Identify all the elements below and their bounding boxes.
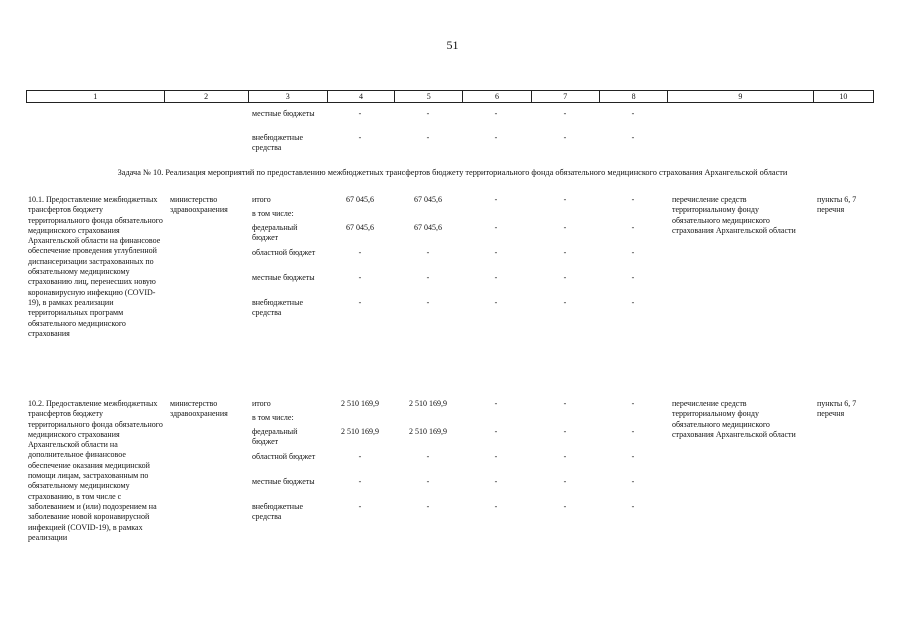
col-header-8: 8 [599,91,667,102]
col-header-10: 10 [813,91,873,102]
value-cell: - [494,195,498,204]
source-label: местные бюджеты [252,477,315,486]
result-text: перечисление средств территориальному фонду обязательного медицинского страхования Архангельской области [672,195,796,235]
value-cell: - [563,133,567,142]
executor: министерство здравоохранения [170,399,228,419]
value-cell: - [494,427,498,436]
value-cell: - [358,477,362,486]
value-cell: - [494,248,498,257]
value-cell: - [563,223,567,232]
source-label: местные бюджеты [252,273,315,282]
value-cell: - [631,502,635,511]
value-cell: - [494,502,498,511]
value-cell: - [494,298,498,307]
value-cell: - [631,399,635,408]
value-cell: - [631,477,635,486]
measure-name: 10.2. Предоставление межбюджетных трансфертов бюджету территориального фонда обязательного медицинского страхования Архангельской области на дополнительное финансовое обеспечение оказания медицинской помощи лицам, застрахованным по обязательному медицинскому страхованию, в том числе с заболеванием и (или) подозрением на заболевание новой коронавирусной инфекцией (COVID-19), в рамках реализации [28,399,163,542]
value-cell: - [494,109,498,118]
value-cell: - [563,248,567,257]
value-cell: - [358,109,362,118]
value-cell: - [631,133,635,142]
column-header-row [26,90,874,103]
value-cell: - [358,273,362,282]
col-header-6: 6 [462,91,530,102]
value-cell: - [631,452,635,461]
value-cell: - [426,502,430,511]
value-cell: 2 510 169,9 [409,399,447,408]
value-cell: - [358,298,362,307]
value-cell: - [563,109,567,118]
value-cell: - [426,452,430,461]
value-cell: - [426,477,430,486]
value-cell: - [631,195,635,204]
value-cell: - [426,109,430,118]
source-label: в том числе: [252,413,294,422]
value-cell: - [358,452,362,461]
executor: министерство здравоохранения [170,195,228,215]
result-text: перечисление средств территориальному фонду обязательного медицинского страхования Архангельской области [672,399,796,439]
col-header-2: 2 [164,91,248,102]
value-cell: - [563,273,567,282]
value-cell: - [631,223,635,232]
col-header-4: 4 [327,91,394,102]
value-cell: - [631,427,635,436]
col-header-9: 9 [667,91,812,102]
source-label: итого [252,399,271,408]
value-cell: - [631,298,635,307]
source-label: областной бюджет [252,452,316,461]
value-cell: - [631,273,635,282]
value-cell: - [563,477,567,486]
value-cell: - [631,248,635,257]
value-cell: 67 045,6 [346,195,374,204]
value-cell: - [426,273,430,282]
value-cell: - [358,133,362,142]
value-cell: - [494,133,498,142]
value-cell: 67 045,6 [414,223,442,232]
value-cell: - [563,399,567,408]
value-cell: - [563,452,567,461]
col-header-1: 1 [93,92,98,101]
value-cell: 2 510 169,9 [341,399,379,408]
value-cell: - [563,195,567,204]
source-label: внебюджетные средства [252,298,303,318]
col-header-3: 3 [248,91,327,102]
value-cell: - [494,452,498,461]
task-title: Задача № 10. Реализация мероприятий по предоставлению межбюджетных трансфертов бюджету территориального фонда обязательного медицинского страхования Архангельской области [117,168,788,177]
value-cell: - [494,223,498,232]
col-header-7: 7 [531,91,599,102]
value-cell: - [358,248,362,257]
col-header-5: 5 [394,91,462,102]
value-cell: - [494,399,498,408]
value-cell: 67 045,6 [414,195,442,204]
source-label: областной бюджет [252,248,316,257]
source-label: федеральный бюджет [252,427,298,447]
source-label: федеральный бюджет [252,223,298,243]
source-label: местные бюджеты [252,109,315,118]
value-cell: 67 045,6 [346,223,374,232]
value-cell: - [426,298,430,307]
value-cell: - [358,502,362,511]
value-cell: 2 510 169,9 [409,427,447,436]
value-cell: - [563,298,567,307]
reference: пункты 6, 7 перечня [817,195,857,215]
value-cell: - [631,109,635,118]
source-label: внебюджетные средства [252,502,303,522]
source-label: итого [252,195,271,204]
value-cell: - [563,427,567,436]
value-cell: - [494,273,498,282]
source-label: внебюджетные средства [252,133,303,153]
value-cell: - [426,248,430,257]
value-cell: - [494,477,498,486]
value-cell: 2 510 169,9 [341,427,379,436]
source-label: в том числе: [252,209,294,218]
value-cell: - [426,133,430,142]
reference: пункты 6, 7 перечня [817,399,857,419]
value-cell: - [563,502,567,511]
page-number: 51 [446,38,459,52]
measure-name: 10.1. Предоставление межбюджетных трансфертов бюджету территориального фонда обязательного медицинского страхования Архангельской области на финансовое обеспечение проведения углубленной диспансеризации застрахованных по обязательному медицинскому страхованию лиц, перенесших новую коронавирусную инфекцию (COVID-19), в рамках реализации территориальных программ обязательного медицинского страхования [28,195,163,338]
